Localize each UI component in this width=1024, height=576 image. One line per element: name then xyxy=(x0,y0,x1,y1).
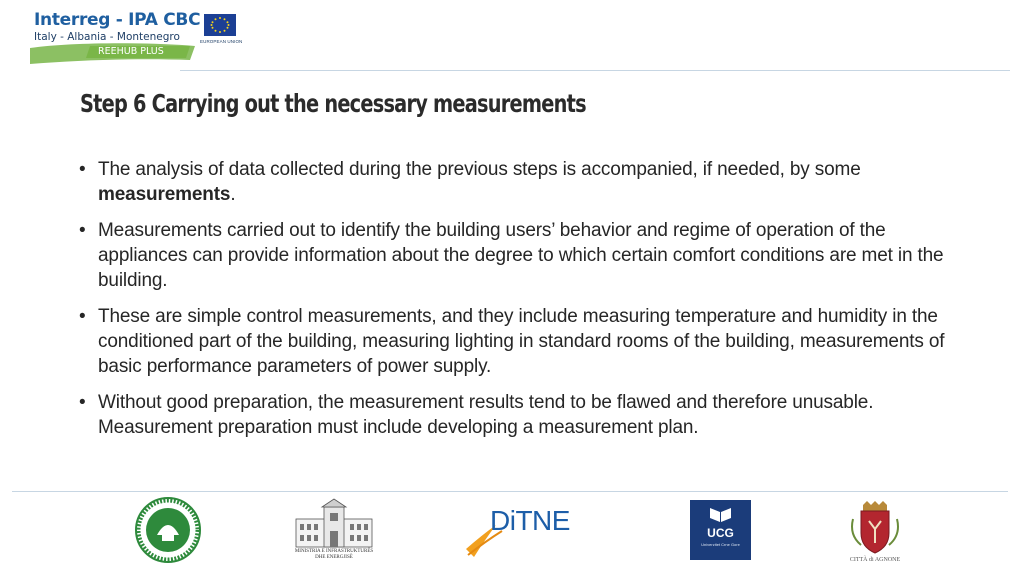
bullet-item xyxy=(79,218,959,293)
bullet-list xyxy=(79,157,959,451)
ministry-building-icon xyxy=(292,497,376,549)
agnone-logo xyxy=(845,499,905,567)
ministry-name: MINISTRIA E INFRASTRUKTURËS DHE ENERGJISË xyxy=(294,549,374,560)
project-name: REEHUB PLUS xyxy=(98,46,164,57)
agnone-name: CITTÀ di AGNONE xyxy=(849,557,901,563)
ucg-book-icon xyxy=(690,500,751,526)
bullet-emphasis: measurements xyxy=(98,184,231,205)
bullet-text: Measurements carried out to identify the building users’ behavior and regime of operation of the appliances can provide information about the degree to which certain comfort conditions are met in the building. xyxy=(98,220,944,291)
bullet-item xyxy=(79,304,959,379)
ucg-subtitle: Univerzitet Crne Gore xyxy=(701,542,740,547)
bullet-icon: • xyxy=(79,306,86,327)
bird-logo xyxy=(135,497,201,563)
bullet-text: These are simple control measurements, and they include measuring temperature and humidity in the conditioned part of the building, measuring lighting in standard rooms of the building, measurements of basic performance parameters of power supply. xyxy=(98,306,945,377)
bird-seal-icon xyxy=(135,497,201,563)
bullet-icon: • xyxy=(79,220,86,241)
bullet-icon: • xyxy=(79,392,86,413)
logo-countries: Italy - Albania - Montenegro xyxy=(34,31,180,43)
interreg-logo xyxy=(30,8,245,66)
ministry-logo xyxy=(292,497,376,567)
bullet-item xyxy=(79,390,959,440)
eu-label: EUROPEAN UNION xyxy=(200,39,243,44)
ucg-wordmark: UCG xyxy=(707,526,734,540)
logo-title: Interreg - IPA CBC xyxy=(34,10,201,30)
ditne-logo xyxy=(462,505,602,565)
bullet-text: The analysis of data collected during the previous steps is accompanied, if needed, by some xyxy=(98,159,861,180)
ditne-wordmark: DiTNE xyxy=(490,505,570,536)
bullet-item xyxy=(79,157,959,207)
bullet-icon: • xyxy=(79,159,86,180)
agnone-coat-of-arms-icon xyxy=(845,499,905,557)
top-divider xyxy=(180,70,1010,71)
ucg-logo xyxy=(690,500,751,560)
slide-title: Step 6 Carrying out the necessary measurements xyxy=(80,89,586,118)
eu-flag-icon xyxy=(204,14,236,36)
bottom-divider xyxy=(12,491,1008,492)
bullet-text-end: . xyxy=(230,184,236,205)
bullet-text: Without good preparation, the measurement results tend to be flawed and therefore unusable. Measurement preparation must include developing a measurement plan. xyxy=(98,392,874,438)
